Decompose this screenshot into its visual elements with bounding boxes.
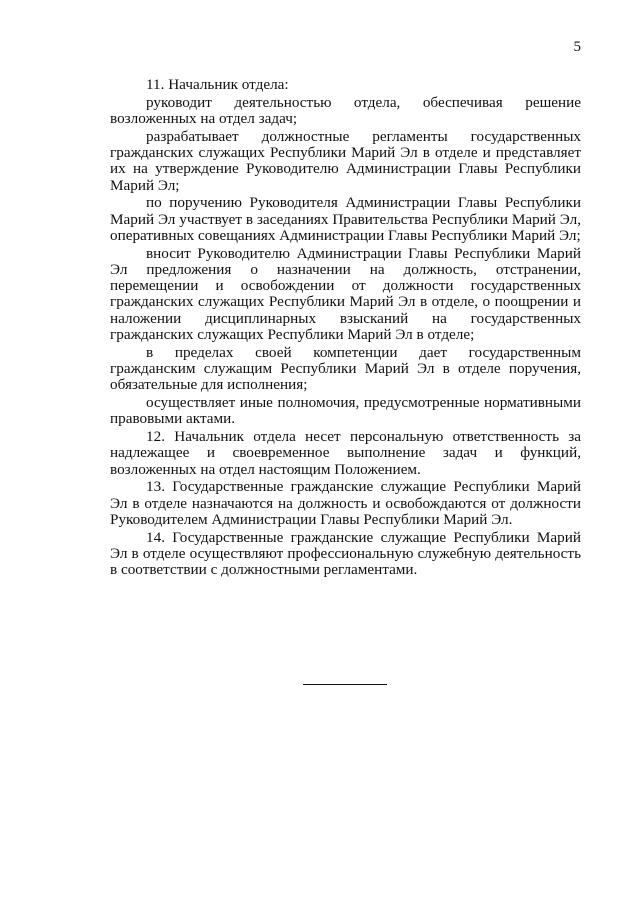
end-of-document-rule <box>303 684 387 685</box>
clause-11-duty-manage: руководит деятельностью отдела, обеспечивая решение возложенных на отдел задач; <box>110 93 581 128</box>
page-number: 5 <box>573 39 581 55</box>
document-body <box>110 77 581 580</box>
clause-11-duty-meetings: по поручению Руководителя Администрации Главы Республики Марий Эл участвует в заседаниях Правительства Республики Марий Эл, оперативных совещаниях Администрации Главы Республики Марий Эл; <box>110 194 581 244</box>
clause-13: 13. Государственные гражданские служащие Республики Марий Эл в отделе назначаются на должность и освобождаются от должности Руководителем Администрации Главы Республики Марий Эл. <box>110 478 581 528</box>
clause-14: 14. Государственные гражданские служащие Республики Марий Эл в отделе осуществляют профессиональную служебную деятельность в соответствии с должностными регламентами. <box>110 528 581 579</box>
clause-11-duty-other: осуществляет иные полномочия, предусмотренные нормативными правовыми актами. <box>110 394 581 428</box>
clause-11-duty-instructions: в пределах своей компетенции дает государственным гражданским служащим Республики Марий Эл в отделе поручения, обязательные для исполнения; <box>110 343 581 394</box>
clause-11-heading: 11. Начальник отдела: <box>146 76 289 93</box>
clause-11-duty-regulations: разрабатывает должностные регламенты государственных гражданских служащих Республики Марий Эл в отделе и представляет их на утверждение Руководителю Администрации Главы Республики Марий Эл; <box>110 127 581 194</box>
clause-12: 12. Начальник отдела несет персональную ответственность за надлежащее и своевременное выполнение задач и функций, возложенных на отдел настоящим Положением. <box>110 428 581 478</box>
clause-11-duty-proposals: вносит Руководителю Администрации Главы Республики Марий Эл предложения о назначении на должность, отстранении, перемещении и освобождении от должности государственных гражданских служащих Республики Марий Эл в отделе, о поощрении и наложении дисциплинарных взысканий на государственных гражданских служащих Республики Марий Эл в отделе; <box>110 244 581 343</box>
